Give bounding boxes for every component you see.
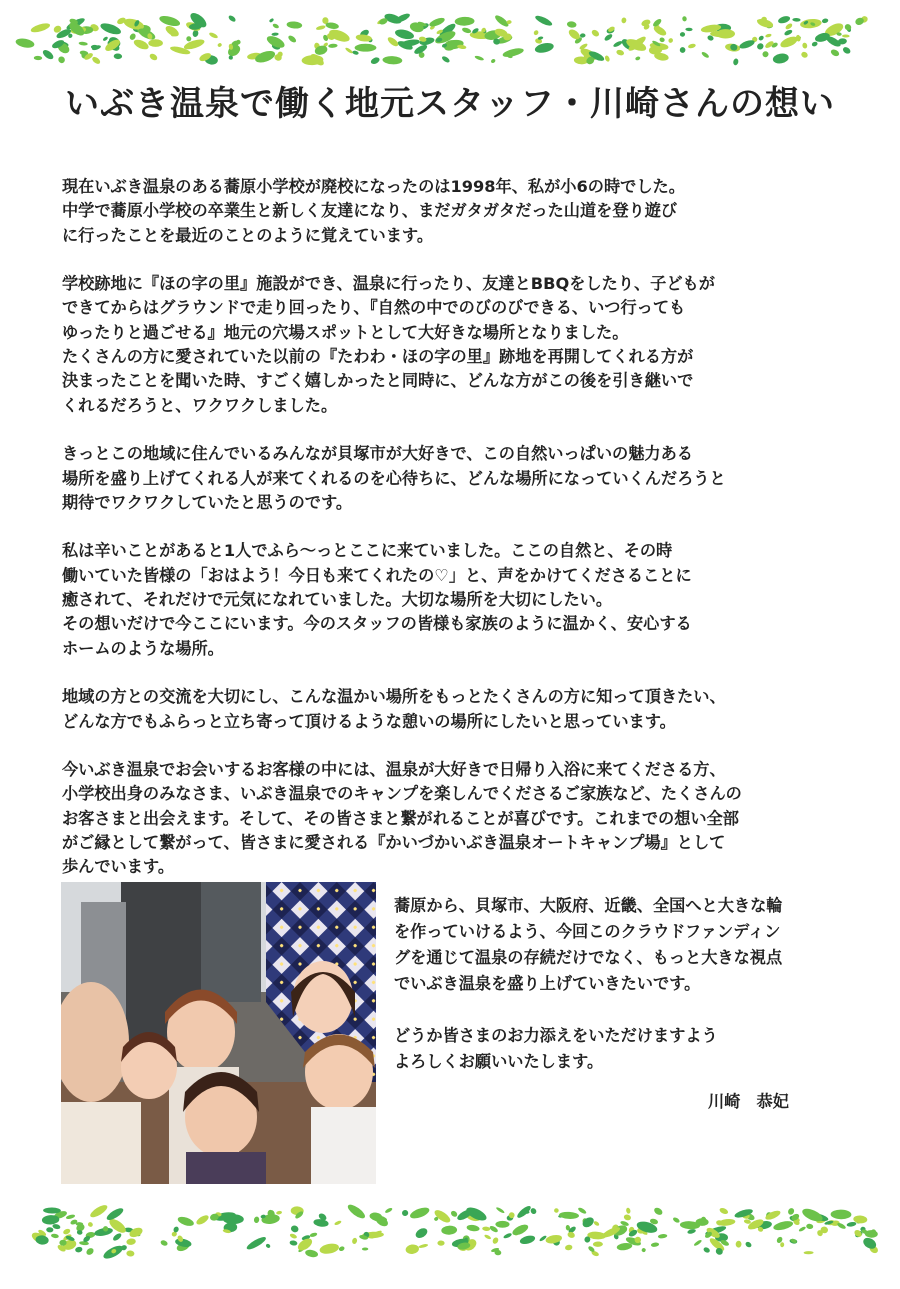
leaf-dot (461, 27, 471, 34)
text-line: よろしくお願いいたします。 (394, 1052, 604, 1071)
paragraph (62, 442, 852, 515)
leaf-dot (680, 32, 686, 37)
leaf-dot (174, 1237, 192, 1248)
leaf-dot (703, 1246, 711, 1253)
leaf-dot (52, 1223, 61, 1230)
leaf-dot (821, 18, 828, 24)
leaf-dot (228, 14, 237, 23)
leaf-dot (719, 1207, 729, 1216)
leaf-dot (495, 1221, 509, 1228)
leaf-dot (554, 1208, 559, 1213)
leaf-dot (756, 42, 765, 51)
leaf-dot (254, 49, 277, 65)
leaf-dot (613, 40, 624, 48)
leaf-dot (604, 55, 611, 63)
leaf-dot (490, 58, 496, 64)
leaf-dot (160, 1239, 169, 1246)
text-line: その想いだけで今ここにいます。今のスタッフの皆様も家族のように温かく、安心する (62, 614, 692, 634)
leaf-dot (736, 1241, 742, 1248)
paragraph (62, 539, 852, 660)
leaf-dot (593, 1241, 603, 1247)
leaf-dot (305, 1249, 319, 1259)
leaf-dot (761, 50, 769, 58)
leaf-dot (362, 1247, 368, 1250)
leaf-dot (428, 16, 446, 28)
leaf-dot (658, 1234, 668, 1239)
leaf-dot (482, 1226, 490, 1231)
leaf-dot (668, 37, 674, 43)
leaf-dot (567, 21, 577, 28)
leaf-dot (567, 1231, 576, 1239)
leaf-border-top (0, 0, 900, 80)
leaf-dot (450, 1210, 459, 1218)
text-line: 場所を盛り上げてくれる人が来てくれるのを心待ちに、どんな場所になっていくんだろうと (62, 468, 726, 488)
leaf-dot (811, 41, 818, 47)
leaf-dot (85, 1247, 95, 1257)
leaf-dot (693, 1239, 702, 1247)
leaf-dot (635, 56, 641, 61)
leaf-dot (682, 16, 687, 22)
paragraph (62, 175, 852, 248)
leaf-dot (780, 1242, 784, 1247)
text-line: 小学校出身のみなさま、いぶき温泉でのキャンプを楽しんでくださるご家族など、たくさんの (62, 784, 742, 804)
leaf-dot (346, 1202, 367, 1220)
text-line: 地域の方との交流を大切にし、こんな温かい場所をもっとたくさんの方に知って頂きたい、 (62, 687, 726, 707)
leaf-dot (351, 1237, 357, 1244)
leaf-dot (603, 33, 613, 42)
page-title: いぶき温泉で働く地元スタッフ・川崎さんの想い (65, 84, 835, 124)
leaf-dot (91, 56, 101, 66)
leaf-dot (503, 1232, 513, 1239)
leaf-dot (65, 1214, 75, 1220)
leaf-dot (772, 1219, 793, 1231)
leaf-dot (316, 25, 326, 31)
paragraph (62, 272, 852, 418)
leaf-dot (685, 28, 692, 32)
text-line: 私は辛いことがあると1人でふら〜っとここに来ていました。ここの自然と、その時 (62, 541, 673, 561)
leaf-dot (798, 1226, 806, 1232)
leaf-dot (286, 21, 302, 29)
leaf-dot (651, 1242, 660, 1247)
leaf-dot (177, 1215, 195, 1228)
leaf-dot (716, 29, 735, 38)
leaf-dot (804, 1251, 814, 1254)
text-line: 決まったことを聞いた時、すごく嬉しかったと同時に、どんな方がこの後を引き継いで (62, 371, 694, 391)
leaf-dot (621, 17, 627, 24)
leaf-dot (223, 1214, 244, 1224)
leaf-dot (313, 1218, 329, 1227)
leaf-dot (800, 51, 808, 59)
leaf-dot (126, 1250, 134, 1257)
leaf-dot (75, 1246, 83, 1253)
leaf-dot (128, 1226, 144, 1239)
leaf-dot (405, 1244, 420, 1255)
leaf-dot (418, 1243, 428, 1248)
text-line: 現在いぶき温泉のある蕎原小学校が廃校になったのは1998年、私が小6の時でした。 (62, 177, 685, 196)
leaf-dot (733, 58, 739, 66)
leaf-dot (792, 18, 800, 22)
leaf-dot (148, 39, 163, 47)
leaf-dot (290, 1224, 299, 1233)
leaf-dot (334, 1220, 342, 1226)
leaf-dot (158, 14, 181, 28)
leaf-dot (195, 1213, 210, 1226)
leaf-dot (772, 52, 789, 64)
leaf-dot (455, 17, 475, 26)
leaf-dot (208, 32, 218, 40)
text-line: 学校跡地に『ほの字の里』施設ができ、温泉に行ったり、友達とBBQをしたり、子どもが (62, 274, 715, 294)
text-line: 今いぶき温泉でお会いするお客様の中には、温泉が大好きで日帰り入浴に来てくださる方、 (62, 760, 726, 780)
leaf-dot (679, 47, 685, 53)
leaf-dot (688, 43, 697, 49)
leaf-dot (659, 37, 665, 43)
paragraph (394, 893, 854, 997)
leaf-dot (276, 1210, 282, 1214)
leaf-dot (519, 1234, 536, 1245)
leaf-dot (46, 1227, 53, 1232)
text-line: 期待でワクワクしていたと思うのです。 (62, 492, 353, 512)
leaf-dot (474, 55, 484, 61)
leaf-dot (545, 1234, 563, 1245)
leaf-dot (844, 23, 853, 32)
leaf-border-bottom (0, 1192, 900, 1272)
leaf-dot (126, 1238, 136, 1245)
leaf-dot (492, 1236, 500, 1244)
text-line: できてからはグラウンドで走り回ったり、『自然の中でのびのびできる、いつ行っても (62, 298, 686, 318)
leaf-dot (783, 29, 793, 37)
leaf-dot (57, 55, 66, 64)
leaf-dot (495, 1206, 505, 1214)
leaf-dot (132, 38, 150, 52)
leaf-dot (41, 48, 55, 61)
leaf-dot (842, 46, 852, 55)
leaf-dot (30, 22, 51, 35)
leaf-dot (502, 47, 525, 59)
text-line: 働いていた皆様の「おはよう！今日も来てくれたの♡」と、声をかけてくださることに (62, 565, 692, 585)
leaf-dot (129, 32, 137, 41)
leaf-dot (758, 35, 765, 42)
leaf-dot (653, 1206, 664, 1216)
text-line: お客さまと出会えます。そして、その皆さまと繋がれることが喜びです。これまでの想い全部 (62, 808, 739, 828)
message-body (62, 175, 852, 904)
leaf-dot (370, 56, 381, 65)
leaf-dot (846, 1221, 856, 1227)
leaf-dot (352, 50, 359, 55)
leaf-dot (15, 37, 35, 49)
leaf-dot (271, 32, 278, 36)
leaf-dot (484, 1234, 492, 1240)
text-line: がご縁として繋がって、皆さまに愛される『かいづかいぶき温泉オートキャンプ場』として (62, 833, 726, 853)
text-line: 癒されて、それだけで元気になれていました。大切な場所を大切にしたい。 (62, 590, 613, 610)
leaf-dot (112, 1232, 123, 1242)
paragraph (394, 1023, 854, 1075)
leaf-dot (253, 1216, 259, 1223)
leaf-dot (87, 1221, 94, 1228)
leaf-dot (338, 1246, 345, 1252)
leaf-dot (433, 1208, 453, 1225)
leaf-dot (272, 23, 280, 29)
leaf-dot (687, 1228, 696, 1234)
leaf-dot (672, 1216, 680, 1223)
paragraph (62, 685, 852, 734)
leaf-dot (641, 1247, 646, 1252)
leaf-dot (616, 49, 625, 56)
leaf-dot (414, 1226, 429, 1240)
leaf-dot (34, 56, 43, 60)
leaf-dot (43, 1207, 61, 1213)
text-line: くれるだろうと、ワクワクしました。 (62, 395, 338, 415)
text-line: ホームのような場所。 (62, 638, 224, 658)
leaf-dot (102, 36, 108, 42)
leaf-dot (149, 52, 159, 61)
leaf-dot (842, 34, 850, 37)
leaf-dot (409, 1205, 431, 1220)
closing-message (394, 893, 854, 1101)
leaf-dot (319, 1242, 340, 1255)
leaf-dot (802, 42, 808, 49)
leaf-dot (511, 1222, 530, 1237)
leaf-dot (529, 1207, 537, 1215)
leaf-dot (289, 1233, 297, 1240)
text-line: ゆったりと過ごせる』地元の穴場スポットとして大好きな場所となりました。 (62, 322, 629, 342)
leaf-dot (787, 1207, 795, 1216)
text-line: を作っていけるよう、今回このクラウドファンディン (394, 922, 781, 941)
leaf-dot (441, 55, 451, 64)
leaf-dot (355, 44, 377, 52)
leaf-dot (265, 1243, 271, 1249)
leaf-dot (533, 29, 539, 36)
leaf-dot (577, 1207, 587, 1215)
leaf-dot (269, 18, 275, 23)
leaf-dot (382, 56, 402, 65)
leaf-dot (345, 47, 354, 55)
text-line: 中学で蕎原小学校の卒業生と新しく友達になり、まだガタガタだった山道を登り遊び (62, 201, 678, 221)
leaf-dot (217, 42, 222, 47)
paragraph (62, 758, 852, 879)
leaf-dot (183, 37, 206, 51)
leaf-dot (580, 33, 586, 38)
leaf-dot (386, 36, 399, 48)
leaf-dot (591, 29, 601, 38)
leaf-dot (534, 41, 555, 54)
leaf-dot (806, 1223, 814, 1229)
leaf-dot (437, 1240, 444, 1245)
leaf-dot (777, 15, 791, 25)
leaf-dot (765, 33, 772, 38)
leaf-dot (89, 1203, 110, 1220)
leaf-dot (623, 1214, 632, 1222)
leaf-dot (745, 1241, 753, 1249)
leaf-dot (186, 36, 191, 42)
leaf-dot (466, 1224, 480, 1232)
leaf-dot (401, 1209, 409, 1216)
text-line: きっとこの地域に住んでいるみんなが貝塚市が大好きで、この自然いっぱいの魅力ある (62, 444, 693, 464)
text-line: たくさんの方に愛されていた以前の『たわわ・ほの字の里』跡地を再開してくれる方が (62, 347, 694, 367)
text-line: でいぶき温泉を盛り上げていきたいです。 (394, 974, 701, 993)
leaf-dot (287, 34, 297, 43)
leaf-dot (51, 1233, 59, 1238)
leaf-dot (309, 1232, 317, 1238)
staff-group-selfie-photo (61, 882, 376, 1184)
signature: 川崎 恭妃 (708, 1092, 789, 1111)
leaf-dot (534, 14, 553, 28)
leaf-dot (328, 43, 338, 48)
leaf-dot (785, 22, 794, 30)
leaf-dot (245, 1235, 267, 1252)
text-line: どうか皆さまのお力添えをいただけますよう (394, 1026, 718, 1045)
text-line: グを通じて温泉の存続だけでなく、もっと大きな視点 (394, 948, 783, 967)
leaf-dot (701, 51, 710, 59)
leaf-dot (831, 1209, 852, 1219)
text-line: 蕎原から、貝塚市、大阪府、近畿、全国へと大きな輪 (394, 896, 783, 915)
leaf-dot (626, 1207, 631, 1214)
leaf-dot (830, 48, 841, 57)
leaf-dot (441, 1225, 457, 1235)
leaf-dot (62, 1228, 71, 1236)
leaf-dot (559, 1211, 579, 1219)
leaf-dot (78, 41, 88, 46)
text-line: に行ったことを最近のことのように覚えています。 (62, 225, 434, 245)
text-line: 歩んでいます。 (62, 857, 175, 877)
leaf-dot (289, 1240, 298, 1246)
leaf-dot (565, 1244, 573, 1251)
text-line: どんな方でもふらっと立ち寄って頂けるような憩いの場所にしたいと思っています。 (62, 711, 676, 731)
leaf-dot (384, 1207, 393, 1214)
leaf-dot (114, 53, 123, 59)
leaf-dot (328, 27, 352, 44)
leaf-dot (593, 1220, 600, 1226)
leaf-dot (581, 1215, 596, 1229)
